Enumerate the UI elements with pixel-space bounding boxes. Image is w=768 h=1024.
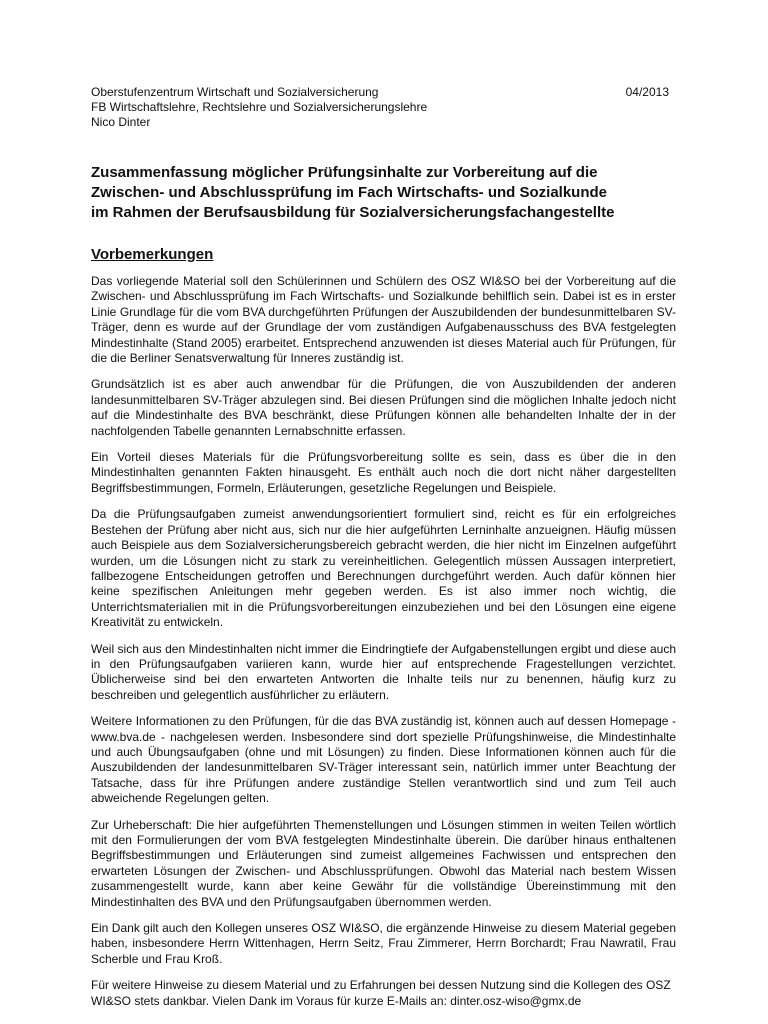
paragraph: Ein Dank gilt auch den Kollegen unseres OSZ WI&SO, die ergänzende Hinweise zu diesem Material gegeben haben, insbesondere Herrn Wittenhagen, Herrn Seitz, Frau Zimmerer, Herrn Borchardt; Frau Nawratil, Frau Scherble und Frau Kroß. xyxy=(91,921,676,966)
paragraph: Ein Vorteil dieses Materials für die Prüfungsvorbereitung sollte es sein, dass es über die in den Mindestinhalten genannten Fakten hinausgeht. Es enthält auch noch die dort nicht näher dargestellten Begriffsbestimmungen, Formeln, Erläuterungen, gesetzliche Regelungen und Beispiele. xyxy=(91,450,676,495)
author-name: Nico Dinter xyxy=(91,115,151,129)
paragraph: Da die Prüfungsaufgaben zumeist anwendungsorientiert formuliert sind, reicht es für ein erfolgreiches Bestehen der Prüfung aber nicht aus, sich nur die hier aufgeführten Lerninhalte anzueignen. Häufig müssen auch Beispiele aus dem Sozialversicherungsbereich gebracht werden, die hier nicht im Einzelnen aufgeführt wurden, um die Lösungen nicht zu stark zu vereinheitlichen. Gelegentlich müssen Aussagen interpretiert, fallbezogene Entscheidungen getroffen und Berechnungen durchgeführt werden. Auch dafür können hier keine spezifischen Anleitungen mehr gegeben werden. Es ist also immer noch wichtig, die Unterrichtsmaterialien mit in die Prüfungsvorbereitungen einzubeziehen und bei den Lösungen eine eigene Kreativität zu entwickeln. xyxy=(91,507,676,630)
title-line: Zusammenfassung möglicher Prüfungsinhalte zur Vorbereitung auf die xyxy=(91,164,598,181)
section-heading: Vorbemerkungen xyxy=(91,246,214,263)
title-line: Zwischen- und Abschlussprüfung im Fach Wirtschafts- und Sozialkunde xyxy=(91,184,608,201)
paragraph: Grundsätzlich ist es aber auch anwendbar für die Prüfungen, die von Auszubildenden der anderen landesunmittelbaren SV-Träger abzulegen sind. Bei diesen Prüfungen sind die möglichen Inhalte jedoch nicht auf die Mindestinhalte des BVA beschränkt, diese Prüfungen können alle behandelten Inhalte der in der nachfolgenden Tabelle genannten Lernabschnitte erfassen. xyxy=(91,377,676,438)
paragraph: Zur Urheberschaft: Die hier aufgeführten Themenstellungen und Lösungen stimmen in weiten Teilen wörtlich mit den Formulierungen der vom BVA festgelegten Mindestinhalte überein. Die darüber hinaus enthaltenen Begriffsbestimmungen und Erläuterungen sind zumeist allgemeines Fachwissen und entsprechen den erwarteten Lösungen der Zwischen- und Abschlussprüfungen. Obwohl das Material nach bestem Wissen zusammengestellt wurde, kann aber keine Gewähr für die vollständige Übereinstimmung mit den Mindestinhalten des BVA und den Prüfungsaufgaben übernommen werden. xyxy=(91,817,676,909)
department-name: FB Wirtschaftslehre, Rechtslehre und Sozialversicherungslehre xyxy=(91,100,428,114)
document-body xyxy=(91,274,676,1020)
header-row-institution xyxy=(91,85,669,100)
paragraph: Für weitere Hinweise zu diesem Material und zu Erfahrungen bei dessen Nutzung sind die Kollegen des OSZ WI&SO stets dankbar. Vielen Dank im Voraus für kurze E-Mails an: dinter.osz-wiso@gmx.de xyxy=(91,978,671,1008)
title-line: im Rahmen der Berufsausbildung für Sozialversicherungsfachangestellte xyxy=(91,204,615,221)
paragraph: Weil sich aus den Mindestinhalten nicht immer die Eindringtiefe der Aufgabenstellungen ergibt und diese auch in den Prüfungsaufgaben variieren kann, wurde hier auf entsprechende Fragestellungen verzichtet. Üblicherweise sind bei den erwarteten Antworten die Inhalte teils nur zu benennen, häufig kurz zu beschreiben und gelegentlich ausführlicher zu erläutern. xyxy=(91,641,676,702)
document-title xyxy=(91,163,691,223)
institution-name: Oberstufenzentrum Wirtschaft und Sozialversicherung xyxy=(91,85,379,99)
document-date: 04/2013 xyxy=(625,85,669,99)
document-header xyxy=(91,85,669,130)
paragraph: Das vorliegende Material soll den Schülerinnen und Schülern des OSZ WI&SO bei der Vorbereitung auf die Zwischen- und Abschlussprüfung im Fach Wirtschafts- und Sozialkunde behilflich sein. Dabei ist es in erster Linie Grundlage für die vom BVA durchgeführten Prüfungen der Auszubildenden der bundesunmittelbaren SV-Träger, denn es wurde auf der Grundlage der vom zuständigen Aufgabenausschuss des BVA festgelegten Mindestinhalte (Stand 2005) erarbeitet. Entsprechend anzuwenden ist dieses Material auch für Prüfungen, für die die Berliner Senatsverwaltung für Inneres zuständig ist. xyxy=(91,274,676,366)
paragraph: Weitere Informationen zu den Prüfungen, für die das BVA zuständig ist, können auch auf dessen Homepage - www.bva.de - nachgelesen werden. Insbesondere sind dort spezielle Prüfungshinweise, die Mindestinhalte und auch Übungsaufgaben (ohne und mit Lösungen) zu finden. Diese Informationen können auch für die Auszubildenden der landesunmittelbaren SV-Träger interessant sein, natürlich immer unter Beachtung der Tatsache, dass für ihre Prüfungen andere zuständige Stellen verantwortlich sind und zum Teil auch abweichende Regelungen gelten. xyxy=(91,714,676,806)
